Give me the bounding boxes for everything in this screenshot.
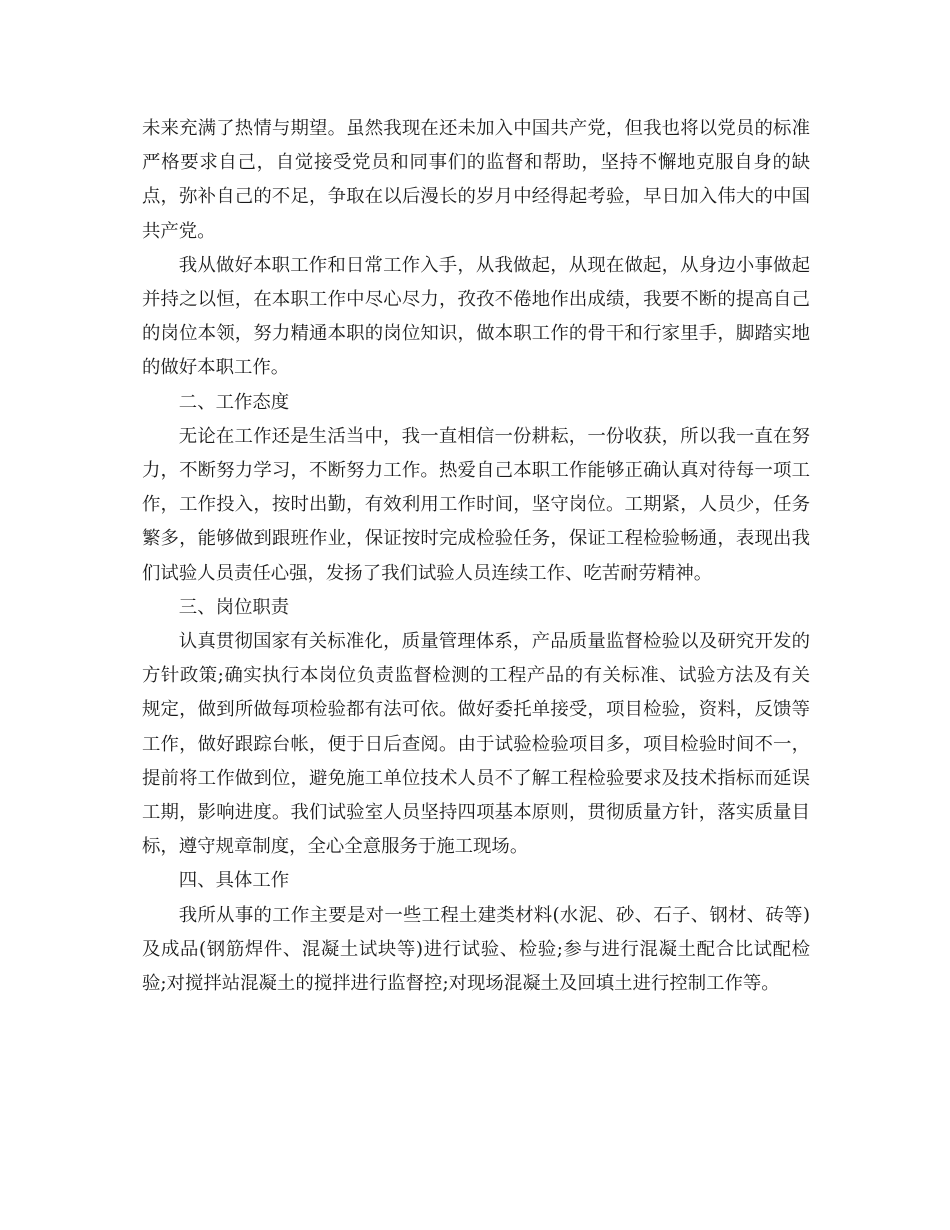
paragraph-specific-work: 我所从事的工作主要是对一些工程土建类材料(水泥、砂、石子、钢材、砖等)及成品(钢筋焊件、混凝土试块等)进行试验、检验;参与进行混凝土配合比试配检验;对搅拌站混凝土的搅拌进行监督控;对现场混凝土及回填土进行控制工作等。: [142, 904, 810, 995]
paragraph-job-duty: 我从做好本职工作和日常工作入手，从我做起，从现在做起，从身边小事做起并持之以恒，在本职工作中尽心尽力，孜孜不倦地作出成绩，我要不断的提高自己的岗位本领，努力精通本职的岗位知识，做本职工作的骨干和行家里手，脚踏实地的做好本职工作。: [142, 254, 810, 379]
paragraph-work-attitude: 无论在工作还是生活当中，我一直相信一份耕耘，一份收获，所以我一直在努力，不断努力学习，不断努力工作。热爱自己本职工作能够正确认真对待每一项工作，工作投入，按时出勤，有效利用工作时间，坚守岗位。工期紧，人员少，任务繁多，能够做到跟班作业，保证按时完成检验任务，保证工程检验畅通，表现出我们试验人员责任心强，发扬了我们试验人员连续工作、吃苦耐劳精神。: [142, 425, 810, 584]
section-heading-work-attitude: 二、工作态度: [178, 391, 290, 413]
document-body: [142, 112, 810, 1001]
paragraph-job-responsibility: 认真贯彻国家有关标准化，质量管理体系，产品质量监督检验以及研究开发的方针政策;确实执行本岗位负责监督检测的工程产品的有关标准、试验方法及有关规定，做到所做每项检验都有法可依。做好委托单接受，项目检验，资料，反馈等工作，做好跟踪台帐，便于日后查阅。由于试验检验项目多，项目检验时间不一，提前将工作做到位，避免施工单位技术人员不了解工程检验要求及技术指标而延误工期，影响进度。我们试验室人员坚持四项基本原则，贯彻质量方针，落实质量目标，遵守规章制度，全心全意服务于施工现场。: [142, 631, 810, 858]
section-heading-job-responsibility: 三、岗位职责: [178, 596, 290, 618]
section-heading-specific-work: 四、具体工作: [178, 870, 290, 892]
paragraph-party-aspiration: 未来充满了热情与期望。虽然我现在还未加入中国共产党，但我也将以党员的标准严格要求自己，自觉接受党员和同事们的监督和帮助，坚持不懈地克服自身的缺点，弥补自己的不足，争取在以后漫长的岁月中经得起考验，早日加入伟大的中国共产党。: [142, 118, 810, 242]
